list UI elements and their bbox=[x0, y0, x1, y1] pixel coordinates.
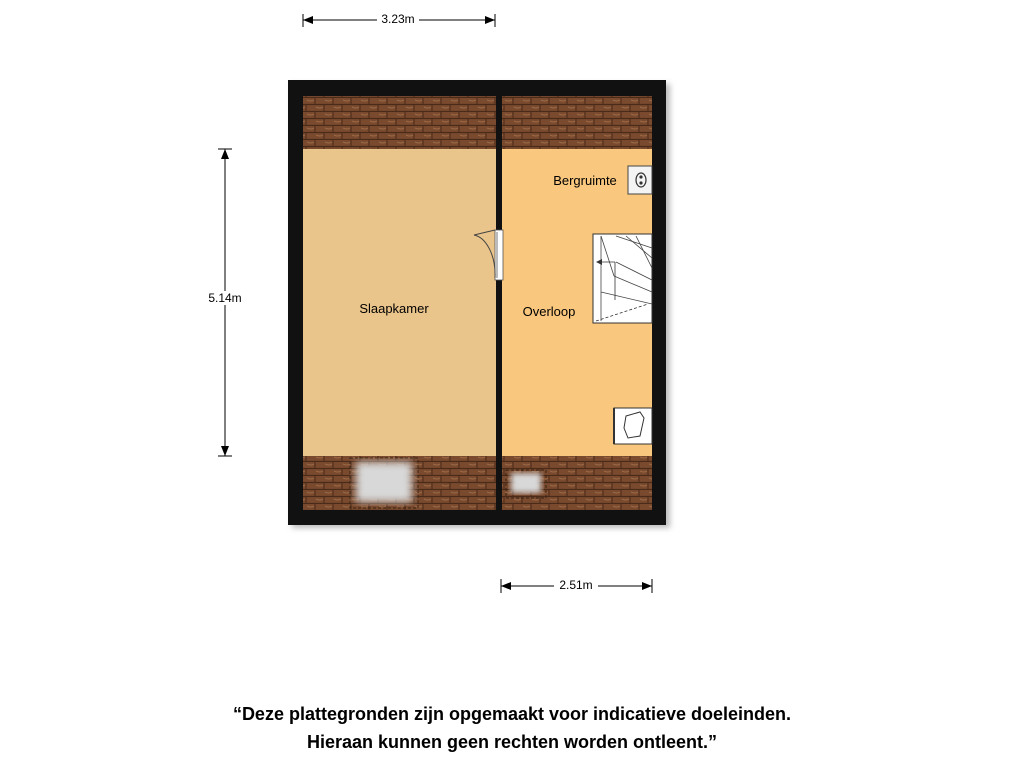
dividing-wall bbox=[496, 96, 502, 510]
dimension-left bbox=[204, 149, 246, 456]
disclaimer-line-2: Hieraan kunnen geen rechten worden ontleent.” bbox=[306, 732, 718, 752]
dimension-top-label: 3.23m bbox=[381, 12, 415, 26]
roof-tiles-top-right bbox=[502, 96, 652, 149]
dimension-left-label: 5.14m bbox=[208, 291, 242, 305]
room-label-bergruimte: Bergruimte bbox=[553, 173, 617, 188]
roof-tiles-top-left bbox=[303, 96, 496, 149]
washing-machine-icon bbox=[614, 408, 652, 444]
skylight-left bbox=[350, 458, 418, 508]
staircase-icon bbox=[593, 234, 652, 323]
dimension-top bbox=[303, 12, 495, 27]
dimension-bottom-label: 2.51m bbox=[559, 578, 593, 592]
disclaimer-line-1: “Deze plattegronden zijn opgemaakt voor indicatieve doeleinden. bbox=[232, 704, 792, 724]
dimension-bottom bbox=[501, 578, 652, 593]
room-label-slaapkamer: Slaapkamer bbox=[359, 301, 429, 316]
room-label-overloop: Overloop bbox=[522, 304, 576, 319]
boiler-icon bbox=[628, 166, 652, 194]
